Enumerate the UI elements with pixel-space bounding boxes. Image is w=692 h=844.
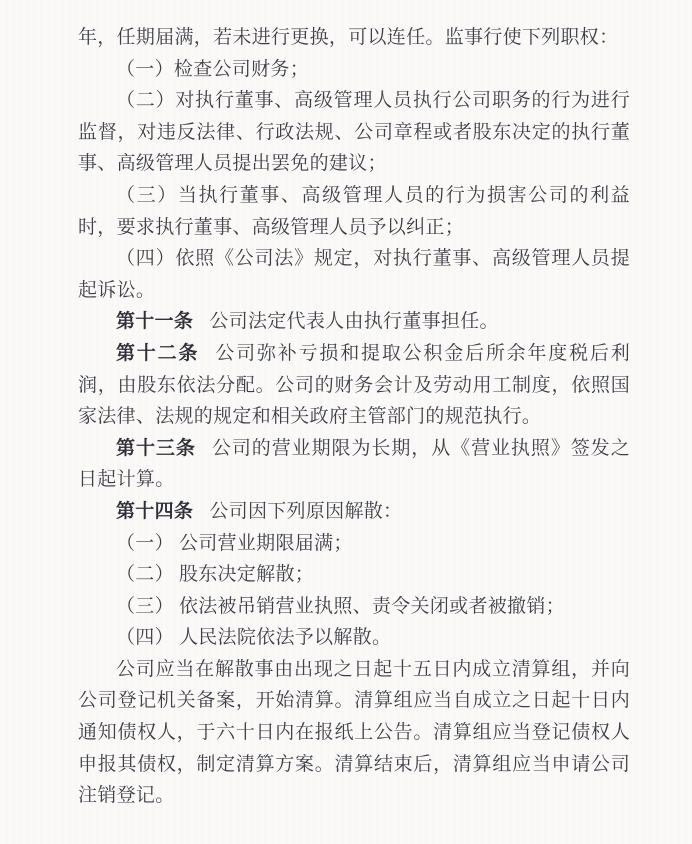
article-14-paragraph <box>78 496 630 528</box>
article-14-number: 第十四条 <box>116 500 194 522</box>
list-item-license-revoked: （三） 依法被吊销营业执照、责令关闭或者被撤销； <box>116 595 565 617</box>
article-13-number: 第十三条 <box>116 437 196 459</box>
article-11-text: 公司法定代表人由执行董事担任。 <box>209 311 499 333</box>
article-12-paragraph <box>78 338 630 433</box>
article-13-text: 公司的营业期限为长期，从《营业执照》签发之日起计算。 <box>78 437 630 491</box>
article-13-paragraph <box>78 433 630 496</box>
list-item-check-finance: （一）检查公司财务； <box>116 58 310 80</box>
article-12-text: 公司弥补亏损和提取公积金后所余年度税后利润，由股东依法分配。公司的财务会计及劳动用工制度，依照国家法律、法规的规定和相关政府主管部门的规范执行。 <box>78 342 630 428</box>
list-item-court-dissolution: （四） 人民法院依法予以解散。 <box>116 627 392 649</box>
list-item-term-expiry: （一） 公司营业期限届满； <box>116 532 353 554</box>
article-11-number: 第十一条 <box>116 311 194 333</box>
article-14-text: 公司因下列原因解散： <box>209 500 403 522</box>
list-item-supervise-directors: （二）对执行董事、高级管理人员执行公司职务的行为进行监督，对违反法律、行政法规、公司章程或者股东决定的执行董事、高级管理人员提出罢免的建议； <box>78 90 630 175</box>
article-11-paragraph <box>78 306 630 338</box>
paragraph-continuation-supervisor-term: 年，任期届满，若未进行更换，可以连任。监事行使下列职权： <box>78 27 619 48</box>
list-item-demand-correction: （三）当执行董事、高级管理人员的行为损害公司的利益时，要求执行董事、高级管理人员予以纠正； <box>78 184 630 238</box>
paragraph-liquidation-procedure: 公司应当在解散事由出现之日起十五日内成立清算组，并向公司登记机关备案，开始清算。清算组应当自成立之日起十日内通知债权人，于六十日内在报纸上公告。清算组应当登记债权人申报其债权，制定清算方案。清算结束后，清算组应当申请公司注销登记。 <box>78 658 630 807</box>
list-item-file-lawsuit: （四）依照《公司法》规定，对执行董事、高级管理人员提起诉讼。 <box>78 248 630 301</box>
article-12-number: 第十二条 <box>116 342 200 364</box>
list-item-shareholder-dissolution: （二） 股东决定解散； <box>116 564 315 586</box>
